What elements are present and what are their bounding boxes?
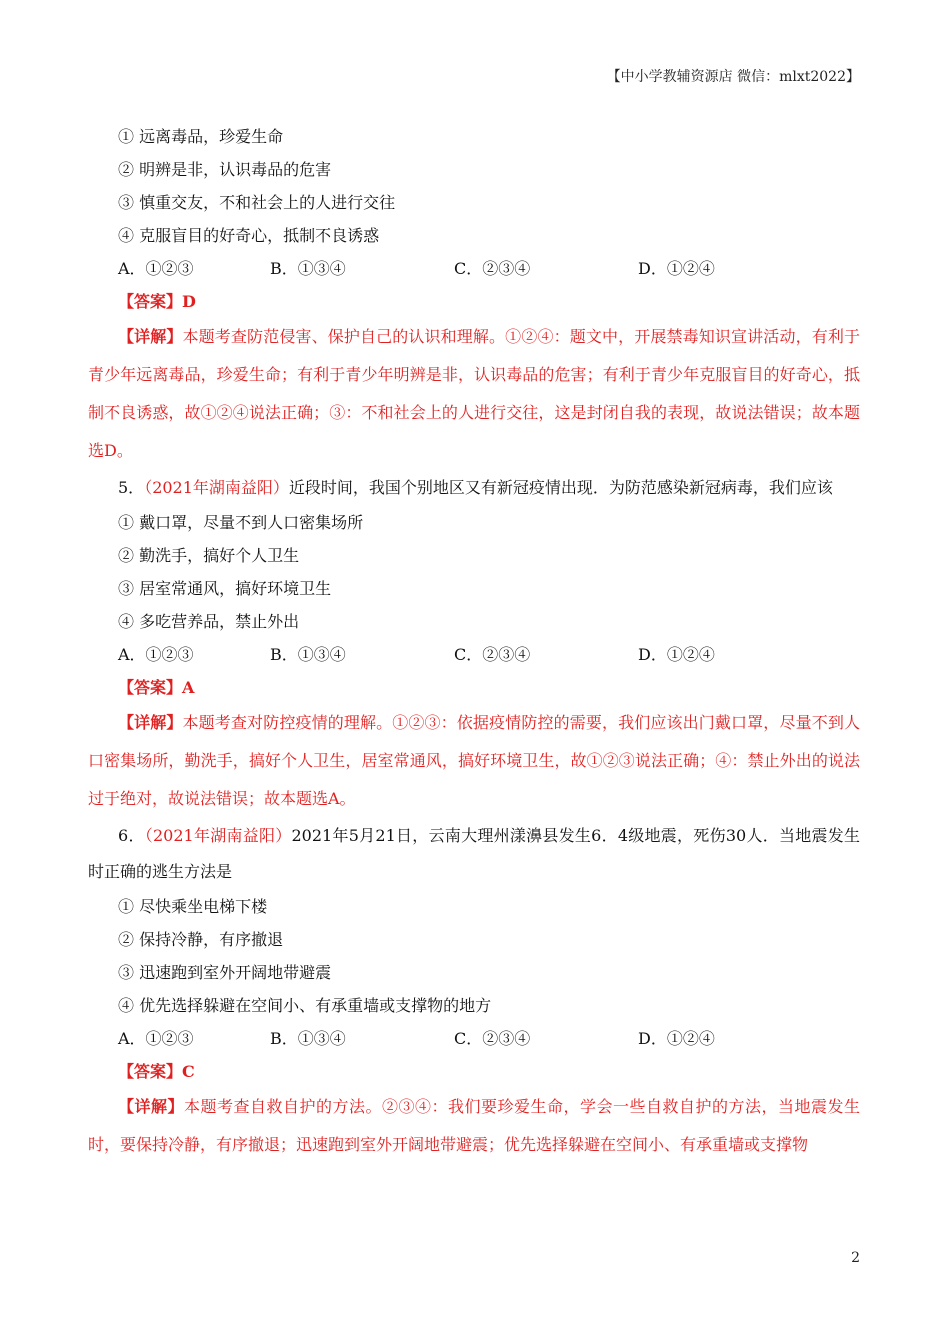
page-number: 2	[851, 1250, 860, 1266]
q6-stem-text: 2021年5月21日，云南大理州漾濞县发生6．4级地震，死伤30人．当地震发生时正确的逃生方法是	[88, 826, 860, 881]
q4-option-4: ④ 克服盲目的好奇心，抵制不良诱惑	[118, 226, 380, 245]
q5-choice-d: D．①②④	[638, 645, 715, 664]
q5-option-3: ③ 居室常通风，搞好环境卫生	[118, 579, 332, 598]
q6-choice-c: C．②③④	[454, 1029, 531, 1048]
q6-detail-label: 【详解】	[118, 1097, 184, 1116]
q5-option-4: ④ 多吃营养品，禁止外出	[118, 612, 300, 631]
q6-option-2: ② 保持冷静，有序撤退	[118, 930, 284, 949]
q5-choice-c: C．②③④	[454, 645, 531, 664]
q4-choice-b: B．①③④	[270, 259, 346, 278]
q4-choice-d: D．①②④	[638, 259, 715, 278]
q5-choice-a: A．①②③	[118, 645, 194, 664]
q4-choices	[88, 252, 860, 285]
q6-option-1: ① 尽快乘坐电梯下楼	[118, 897, 268, 916]
q4-detail	[88, 318, 860, 470]
q4-option-3: ③ 慎重交友，不和社会上的人进行交往	[118, 193, 396, 212]
q5-stem-text: 近段时间，我国个别地区又有新冠疫情出现．为防范感染新冠病毒，我们应该	[288, 478, 833, 497]
q5-detail	[88, 704, 860, 818]
q4-choice-a: A．①②③	[118, 259, 194, 278]
q6-number: 6．	[118, 826, 145, 845]
q6-source: （2021年湖南益阳）	[144, 826, 292, 845]
q5-stem	[88, 470, 860, 506]
q6-choices	[88, 1022, 860, 1055]
q4-option-1: ① 远离毒品，珍爱生命	[118, 127, 284, 146]
q6-option-3: ③ 迅速跑到室外开阔地带避震	[118, 963, 332, 982]
q5-answer: 【答案】A	[118, 678, 195, 697]
q4-detail-label: 【详解】	[118, 327, 183, 346]
q5-number: 5．	[118, 478, 145, 497]
q4-option-2: ② 明辨是非，认识毒品的危害	[118, 160, 332, 179]
q6-detail-text: 本题考查自救自护的方法。②③④：我们要珍爱生命，学会一些自救自护的方法，当地震发生时，要保持冷静，有序撤退；迅速跑到室外开阔地带避震；优先选择躲避在空间小、有承重墙或支撑物	[88, 1097, 860, 1154]
q5-option-1: ① 戴口罩，尽量不到人口密集场所	[118, 513, 364, 532]
q4-choice-c: C．②③④	[454, 259, 531, 278]
q6-option-4: ④ 优先选择躲避在空间小、有承重墙或支撑物的地方	[118, 996, 492, 1015]
q6-choice-a: A．①②③	[118, 1029, 194, 1048]
q5-detail-text: 本题考查对防控疫情的理解。①②③：依据疫情防控的需要，我们应该出门戴口罩，尽量不到人口密集场所，勤洗手，搞好个人卫生，居室常通风，搞好环境卫生，故①②③说法正确；④：禁止外出的说法过于绝对，故说法错误；故本题选A。	[88, 713, 860, 808]
q6-choice-b: B．①③④	[270, 1029, 346, 1048]
page-header: 【中小学教辅资源店 微信：mlxt2022】	[606, 69, 860, 85]
q4-answer: 【答案】D	[118, 292, 196, 311]
q5-detail-label: 【详解】	[118, 713, 183, 732]
q6-stem	[88, 818, 860, 890]
q4-detail-text: 本题考查防范侵害、保护自己的认识和理解。①②④：题文中，开展禁毒知识宣讲活动，有利于青少年远离毒品，珍爱生命；有利于青少年明辨是非，认识毒品的危害；有利于青少年克服盲目的好奇心，抵制不良诱惑，故①②④说法正确；③：不和社会上的人进行交往，这是封闭自我的表现，故说法错误；故本题选D。	[88, 327, 860, 460]
q6-answer: 【答案】C	[118, 1062, 195, 1081]
q5-choices	[88, 638, 860, 671]
content	[88, 120, 860, 1164]
q5-option-2: ② 勤洗手，搞好个人卫生	[118, 546, 300, 565]
q5-choice-b: B．①③④	[270, 645, 346, 664]
q6-choice-d: D．①②④	[638, 1029, 715, 1048]
q5-source: （2021年湖南益阳）	[144, 478, 289, 497]
q6-detail	[88, 1088, 860, 1164]
